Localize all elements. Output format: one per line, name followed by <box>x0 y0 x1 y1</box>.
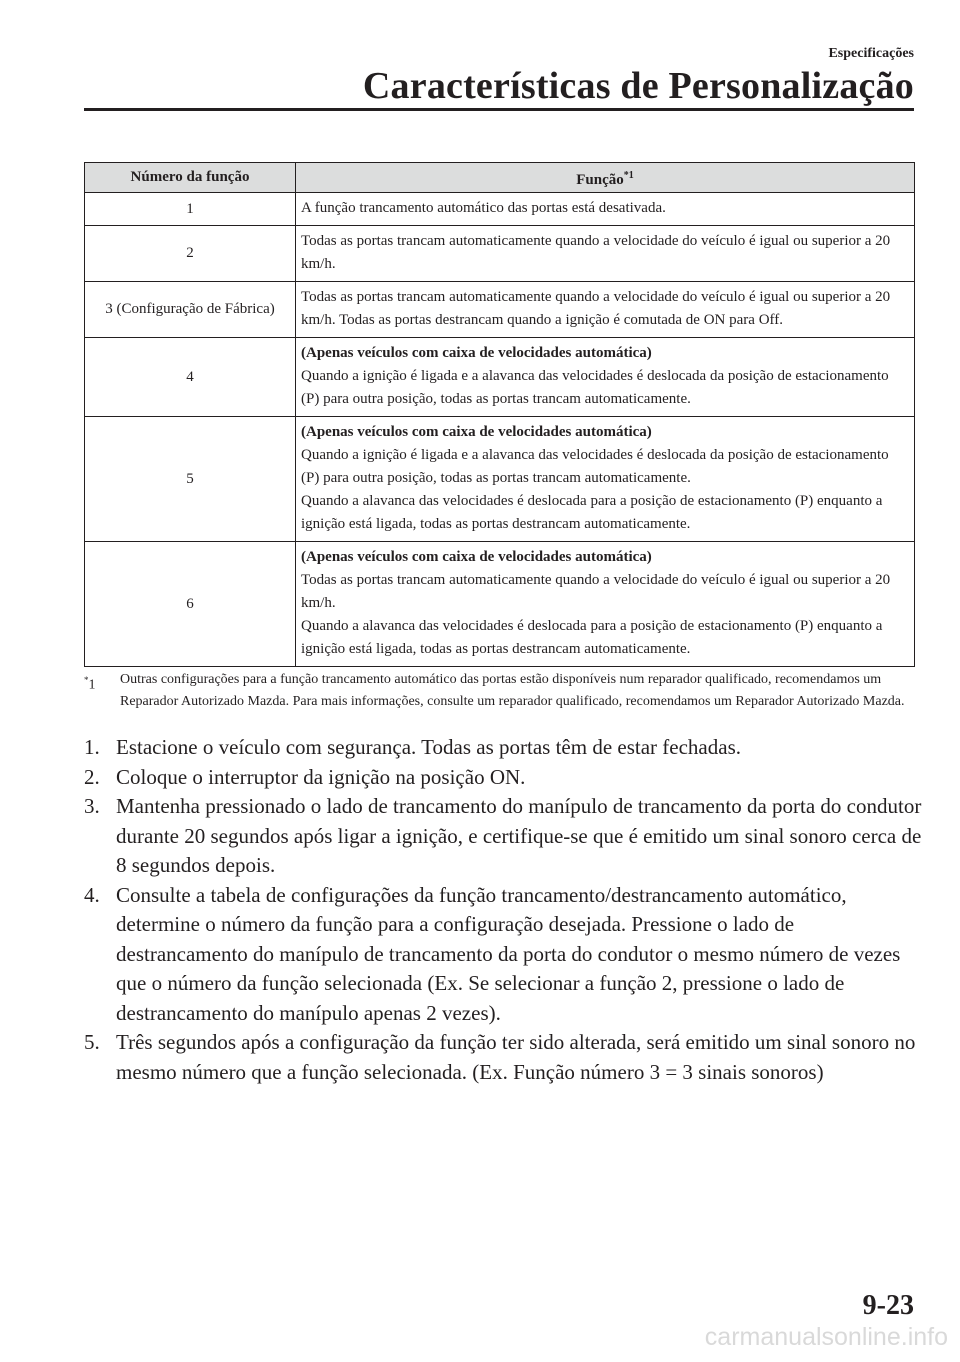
function-number: 1 <box>85 193 296 226</box>
column-header-function: Função$^{*1}$ <box>296 163 915 193</box>
function-description: Todas as portas trancam automaticamente quando a velocidade do veículo é igual ou superior a 20 km/h. Todas as portas destrancam quando a ignição é comutada de ON para Off. <box>296 282 915 338</box>
list-item: 2. Coloque o interruptor da ignição na posição ON. <box>84 764 526 789</box>
table-row <box>85 193 915 226</box>
list-item: 5. Três segundos após a configuração da função ter sido alterada, será emitido um sinal sonoro no mesmo número que a função selecionada. (Ex. Função número 3 = 3 sinais sonoros) <box>84 1030 916 1084</box>
footnote-ref: *1 <box>623 169 634 181</box>
footnote-mark: *1 <box>84 675 96 693</box>
footnote <box>84 669 915 713</box>
list-item: 4. Consulte a tabela de configurações da função trancamento/destrancamento automático, determine o número da função para a configuração desejada. Pressione o lado de destrancamento do manípulo de trancamento da porta do condutor o mesmo número de vezes que o número da função selecionada (Ex. Se selecionar a função 2, pressione o lado de destrancamento do manípulo apenas 2 vezes). <box>84 882 901 1025</box>
table-row <box>85 282 915 338</box>
row-heading: (Apenas veículos com caixa de velocidades automática) <box>301 549 652 565</box>
function-number: 6 <box>85 542 296 667</box>
page-title: Características de Personalização <box>362 65 914 107</box>
function-description: (Apenas veículos com caixa de velocidades automática) Todas as portas trancam automaticamente quando a velocidade do veículo é igual ou superior a 20 km/h. Quando a alavanca das velocidades é deslocada para a posição de estacionamento (P) enquanto a ignição está ligada, todas as portas destrancam automaticamente. <box>296 542 915 667</box>
column-header-number: Número da função <box>85 163 296 193</box>
list-item: 1. Estacione o veículo com segurança. Todas as portas têm de estar fechadas. <box>84 735 741 759</box>
function-description: A função trancamento automático das portas está desativada. <box>296 193 915 226</box>
row-heading: (Apenas veículos com caixa de velocidades automática) <box>301 345 652 361</box>
function-number: 3 (Configuração de Fábrica) <box>85 282 296 338</box>
function-number: 4 <box>85 338 296 417</box>
list-item: 3. Mantenha pressionado o lado de trancamento do manípulo de trancamento da porta do condutor durante 20 segundos após ligar a ignição, e certifique-se que é emitido um sinal sonoro cerca de 8 segundos depois. <box>84 794 922 877</box>
function-number: 5 <box>85 417 296 542</box>
page-number: 9-23 <box>862 1290 914 1321</box>
table-row <box>85 542 915 667</box>
function-number: 2 <box>85 226 296 282</box>
footnote-text: Outras configurações para a função trancamento automático das portas estão disponíveis num reparador qualificado, recomendamos um Reparador Autorizado Mazda. Para mais informações, consulte um reparador qualificado, recomendamos um Reparador Autorizado Mazda. <box>120 672 905 709</box>
function-table <box>84 162 915 667</box>
table-row <box>85 417 915 542</box>
function-description: (Apenas veículos com caixa de velocidades automática) Quando a ignição é ligada e a alavanca das velocidades é deslocada da posição de estacionamento (P) para outra posição, todas as portas trancam automaticamente. <box>296 338 915 417</box>
function-description: (Apenas veículos com caixa de velocidades automática) Quando a ignição é ligada e a alavanca das velocidades é deslocada da posição de estacionamento (P) para outra posição, todas as portas trancam automaticamente. Quando a alavanca das velocidades é deslocada para a posição de estacionamento (P) enquanto a ignição está ligada, todas as portas destrancam automaticamente. <box>296 417 915 542</box>
table-row <box>85 226 915 282</box>
table-row <box>85 338 915 417</box>
row-heading: (Apenas veículos com caixa de velocidades automática) <box>301 424 652 440</box>
watermark: carmanualsonline.info <box>704 1323 948 1351</box>
title-rule <box>84 108 914 111</box>
instruction-steps <box>84 733 924 1087</box>
table-header-row <box>85 163 915 193</box>
section-label: Especificações <box>828 46 914 61</box>
function-description: Todas as portas trancam automaticamente quando a velocidade do veículo é igual ou superior a 20 km/h. <box>296 226 915 282</box>
